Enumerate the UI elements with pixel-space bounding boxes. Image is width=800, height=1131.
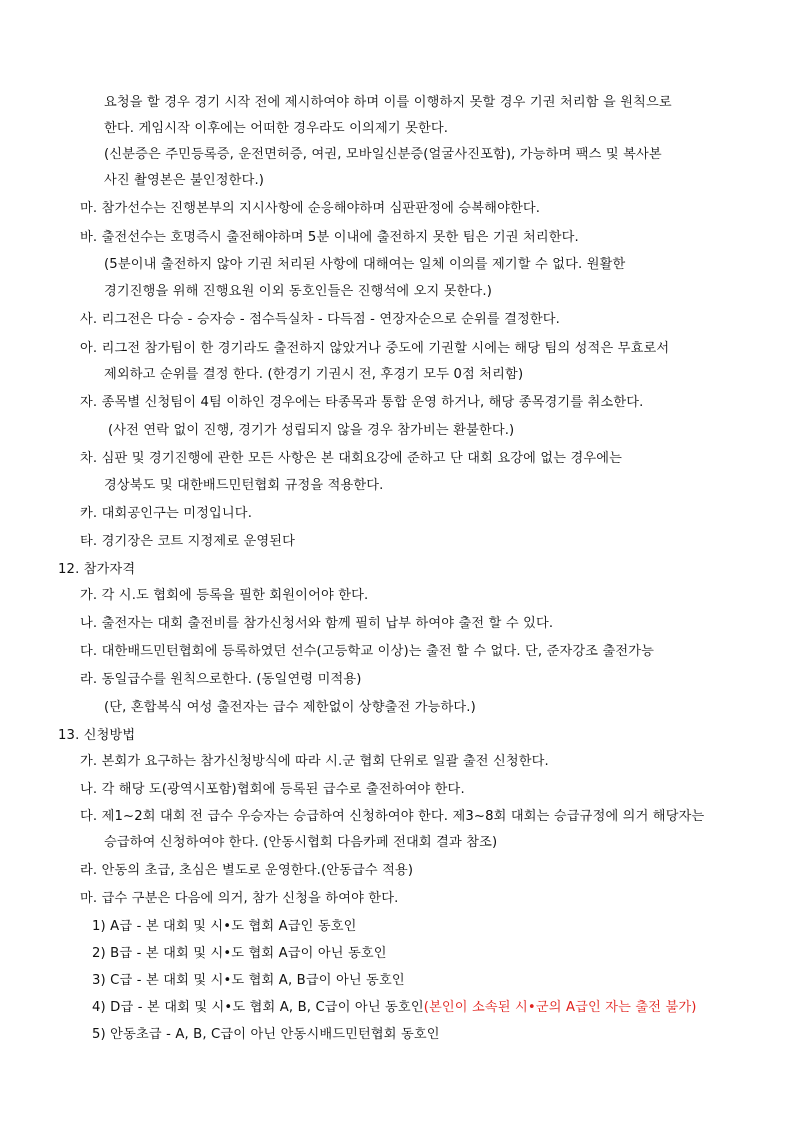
text-line: 라. 안동의 초급, 초심은 별도로 운영한다.(안동급수 적용) [80,863,414,878]
text-line: 타. 경기장은 코트 지정제로 운영된다 [80,534,296,549]
section-heading: 13. 신청방법 [58,728,136,743]
list-item: 3) C급 - 본 대회 및 시•도 협회 A, B급이 아닌 동호인 [92,973,405,988]
text-line: 다. 대한배드민턴협회에 등록하였던 선수(고등학교 이상)는 출전 할 수 없다. 단, 준자강조 출전가능 [80,644,655,659]
section-heading: 12. 참가자격 [58,562,136,577]
text-line: 차. 심판 및 경기진행에 관한 모든 사항은 본 대회요강에 준하고 단 대회 요강에 없는 경우에는 [80,451,623,466]
text-line: (사전 연락 없이 진행, 경기가 성립되지 않을 경우 참가비는 환불한다.) [108,423,515,438]
list-item: 5) 안동초급 - A, B, C급이 아닌 안동시배드민턴협회 동호인 [92,1027,440,1042]
text-line: 마. 급수 구분은 다음에 의거, 참가 신청을 하여야 한다. [80,891,399,906]
text-line: 경기진행을 위해 진행요원 이외 동호인들은 진행석에 오지 못한다.) [104,284,493,299]
text-line: 라. 동일급수를 원칙으로한다. (동일연령 미적용) [80,672,362,687]
text-line: (5분이내 출전하지 않아 기권 처리된 사항에 대해여는 일체 이의를 제기할 수 없다. 원활한 [104,257,626,272]
text-line: 나. 각 해당 도(광역시포함)협회에 등록된 급수로 출전하여야 한다. [80,782,465,797]
text-line: 바. 출전선수는 호명즉시 출전해야하며 5분 이내에 출전하지 못한 팀은 기권 처리한다. [80,230,579,245]
text-line: 아. 리그전 참가팀이 한 경기라도 출전하지 않았거나 중도에 기권할 시에는 해당 팀의 성적은 무효로서 [80,341,670,356]
text-line: (단, 혼합복식 여성 출전자는 급수 제한없이 상향출전 가능하다.) [104,700,476,715]
list-item: 1) A급 - 본 대회 및 시•도 협회 A급인 동호인 [92,919,357,934]
text-line: 카. 대회공인구는 미정입니다. [80,506,253,521]
list-item-text: 4) D급 - 본 대회 및 시•도 협회 A, B, C급이 아닌 동호인 [92,1000,424,1015]
text-line: 나. 출전자는 대회 출전비를 참가신청서와 함께 필히 납부 하여야 출전 할 수 있다. [80,616,554,631]
text-line: 한다. 게임시작 이후에는 어떠한 경우라도 이의제기 못한다. [104,121,449,136]
text-line: 마. 참가선수는 진행본부의 지시사항에 순응해야하며 심판판정에 승복해야한다. [80,201,541,216]
text-line: 요청을 할 경우 경기 시작 전에 제시하여야 하며 이를 이행하지 못할 경우 기권 처리함 을 원칙으로 [104,95,672,110]
list-item [92,999,697,1017]
text-line: 다. 제1~2회 대회 전 급수 우승자는 승급하여 신청하여야 한다. 제3~8회 대회는 승급규정에 의거 해당자는 [80,809,705,824]
text-line: 가. 각 시.도 협회에 등록을 필한 회원이어야 한다. [80,588,369,603]
text-line: (신분증은 주민등록증, 운전면허증, 여권, 모바일신분증(얼굴사진포함), 가능하며 팩스 및 복사본 [104,147,662,162]
text-line: 사진 촬영본은 불인정한다.) [104,173,265,188]
text-line: 승급하여 신청하여야 한다. (안동시협회 다음카페 전대회 결과 참조) [104,835,498,850]
text-line: 자. 종목별 신청팀이 4팀 이하인 경우에는 타종목과 통합 운영 하거나, 해당 종목경기를 취소한다. [80,395,644,410]
text-line: 가. 본회가 요구하는 참가신청방식에 따라 시.군 협회 단위로 일괄 출전 신청한다. [80,754,549,769]
text-line: 제외하고 순위를 결정 한다. (한경기 기권시 전, 후경기 모두 0점 처리함) [104,367,524,382]
list-item: 2) B급 - 본 대회 및 시•도 협회 A급이 아닌 동호인 [92,946,387,961]
restriction-note: (본인이 소속된 시•군의 A급인 자는 출전 불가) [423,1000,697,1015]
text-line: 사. 리그전은 다승 - 승자승 - 점수득실차 - 다득점 - 연장자순으로 순위를 결정한다. [80,312,560,327]
text-line: 경상북도 및 대한배드민턴협회 규정을 적용한다. [104,478,384,493]
